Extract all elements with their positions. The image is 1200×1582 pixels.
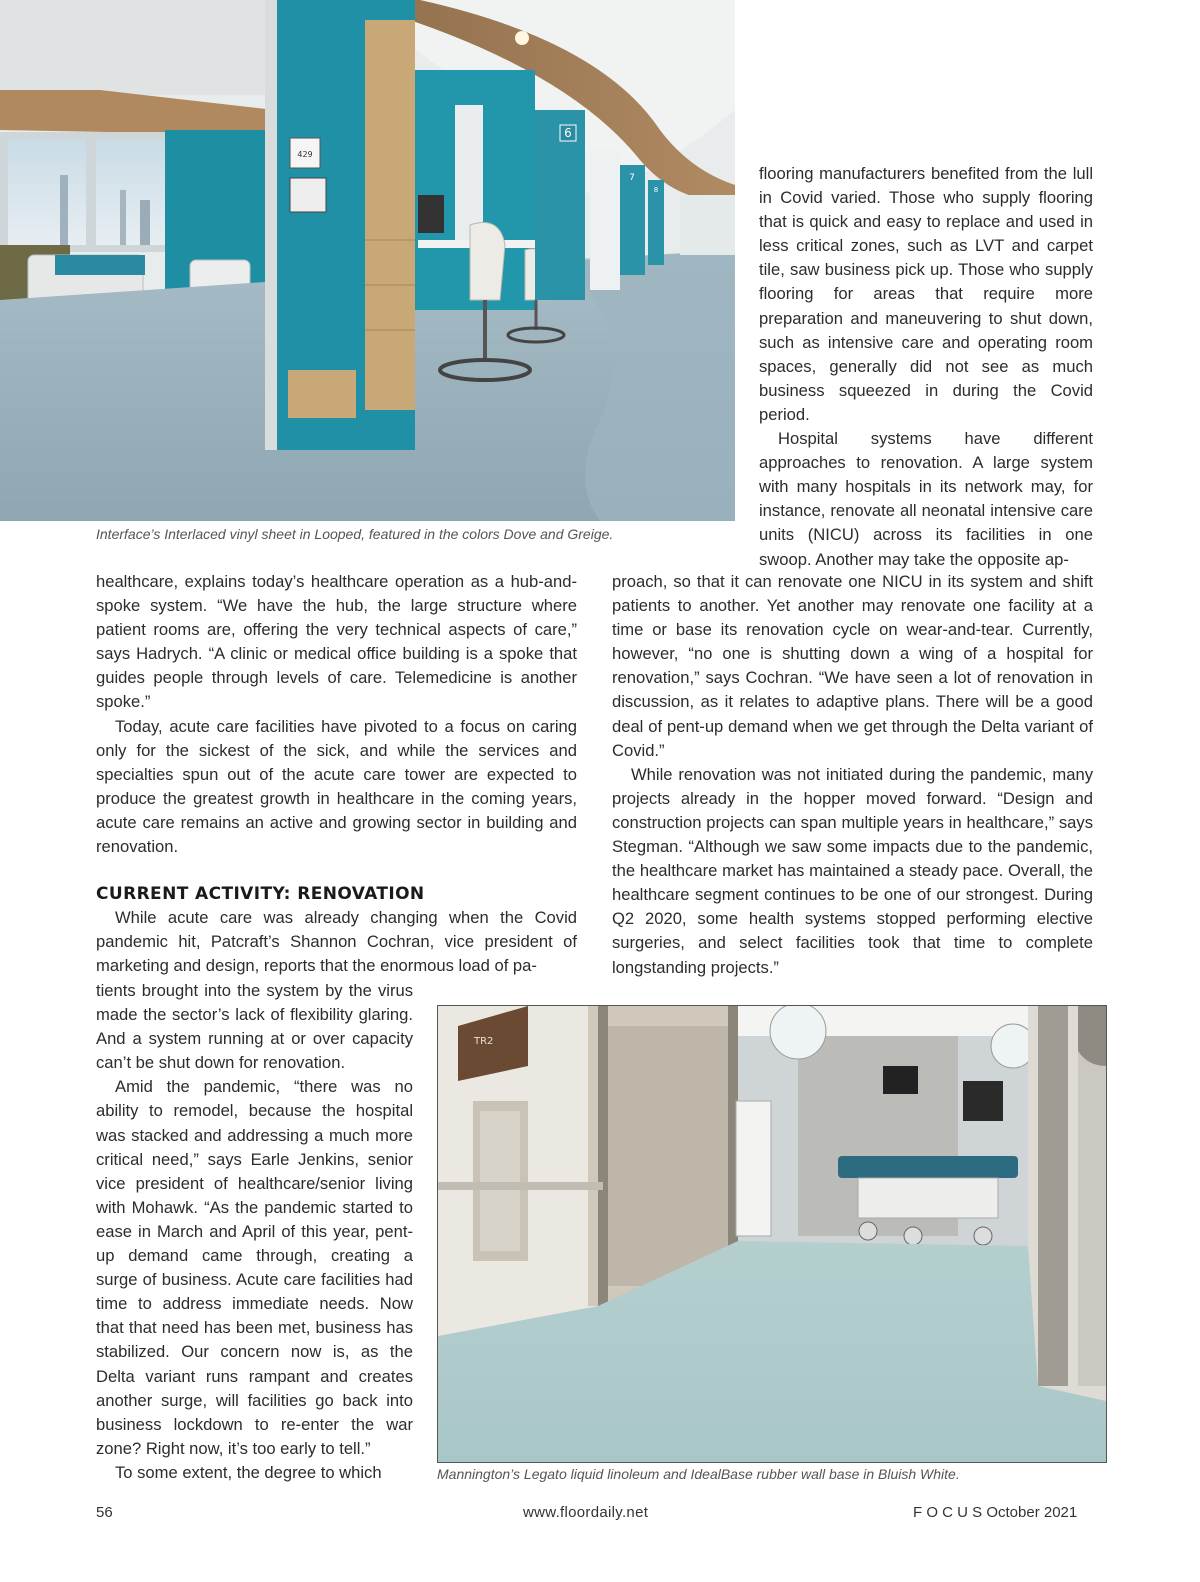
top-photo-hospital-corridor [0, 0, 735, 521]
footer-url[interactable]: www.floordaily.net [523, 1504, 649, 1521]
room-number-8: 8 [653, 186, 659, 194]
paragraph: Today, acute care facilities have pivoted to a focus on caring only for the sickest of the sick, and while the services and specialties spun out of the acute care tower are expected to produce the greatest growth in healthcare in the coming years, acute care remains an active and growing sector in building and renovation. [96, 716, 577, 857]
paragraph: tients brought into the system by the virus made the sector’s lack of flexibility glaring. And a system running at or over capacity can’t be shut down for renovation. [96, 981, 413, 1073]
paragraph: While renovation was not initiated during the pandemic, many projects already in the hopper moved forward. “Design and construction projects can span multiple years in healthcare,” says Stegman. “Although we saw some impacts due to the pandemic, the healthcare market has maintained a steady pace. Overall, the healthcare segment continues to be one of our strongest. During Q2 2020, some health systems stopped performing elective surgeries, and select facilities took that time to complete longstanding projects.” [612, 764, 1093, 977]
footer-magazine [913, 1504, 1077, 1521]
issue-date: October 2021 [986, 1504, 1078, 1521]
top-photo-caption: Interface’s Interlaced vinyl sheet in Looped, featured in the colors Dove and Greige. [96, 526, 614, 542]
left-column [96, 570, 577, 859]
right-column-lower [612, 570, 1093, 980]
paragraph: To some extent, the degree to which [115, 1462, 382, 1482]
bottom-photo-operating-room [437, 1005, 1107, 1463]
right-column-upper [759, 162, 1093, 572]
paragraph: flooring manufacturers benefited from the lull in Covid varied. Those who supply flooring that is quick and easy to replace and used in less critical zones, such as LVT and carpet tile, saw business pick up. Those who supply flooring for areas that require more preparation and maneuvering to shut down, such as intensive care and operating room spaces, generally did not see as much business squeezed in during the Covid period. [759, 164, 1093, 424]
magazine-name: F O C U S [913, 1504, 983, 1521]
left-wrap-column [96, 979, 413, 1485]
room-number-7: 7 [629, 173, 635, 183]
paragraph: Hospital systems have different approaches to renovation. A large system with many hospitals in its network may, for instance, renovate all neonatal intensive care units (NICU) across its facilities in one swoop. Another may take the opposite ap- [759, 429, 1093, 569]
room-number-6: 6 [564, 126, 572, 140]
room-sign-429: 429 [297, 150, 313, 159]
bottom-photo-caption: Mannington’s Legato liquid linoleum and IdealBase rubber wall base in Bluish White. [437, 1466, 960, 1482]
section-intro [96, 906, 577, 978]
paragraph: Amid the pandemic, “there was no ability to remodel, because the hospital was stacked and addressing a much more critical need,” says Earle Jenkins, senior vice president of healthcare/senior living with Mohawk. “As the pandemic started to ease in March and April of this year, pent-up demand came through, creating a surge of business. Acute care facilities had time to address immediate needs. Now that that need has been met, business has stabilized. Our concern now is, as the Delta variant runs rampant and creates another surge, will facilities go back into business lockdown to re-enter the war zone? Right now, it’s too early to tell.” [96, 1077, 413, 1458]
paragraph: proach, so that it can renovate one NICU in its system and shift patients to another. Yet another may renovate one facility at a time or base its renovation cycle on wear-and-tear. Currently, however, “no one is shutting down a wing of a hospital for renovation,” says Cochran. “We have seen a lot of renovation in discussion, as it relates to adaptive plans. There will be a good deal of pent-up demand when we get through the Delta variant of Covid.” [612, 572, 1093, 760]
door-sign-tr2: TR2 [474, 1036, 494, 1047]
paragraph: healthcare, explains today’s healthcare operation as a hub-and-spoke system. “We have the hub, the large structure where patient rooms are, offering the very technical aspects of care,” says Hadrych. “A clinic or medical office building is a spoke that guides people through levels of care. Telemedicine is another spoke.” [96, 572, 577, 712]
paragraph: While acute care was already changing when the Covid pandemic hit, Patcraft’s Shannon Cochran, vice president of marketing and design, reports that the enormous load of pa- [96, 908, 577, 976]
page-number: 56 [96, 1504, 113, 1521]
section-heading: CURRENT ACTIVITY: RENOVATION [96, 884, 425, 904]
